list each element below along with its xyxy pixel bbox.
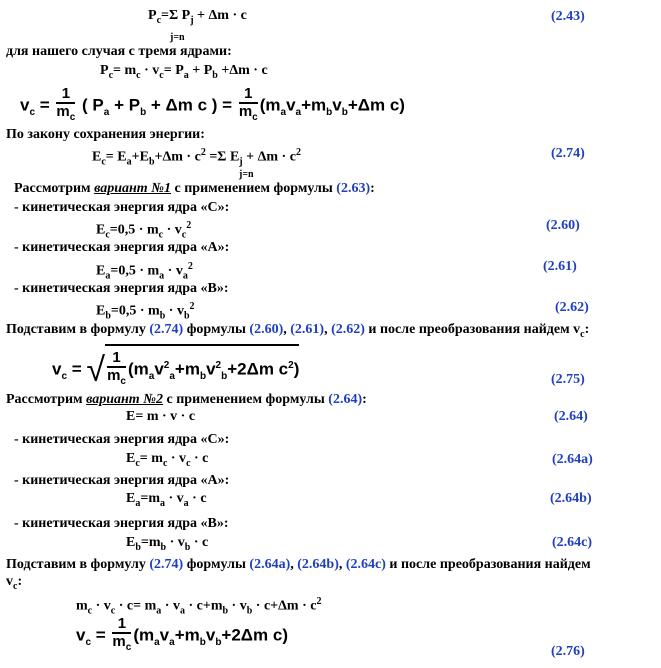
formula-2-64a: $E_c= m_c \cdot v_c \cdot c$ [126,451,209,469]
text-substitute-1: Подставим в формулу (2.74) формулы (2.60), (2.61), (2.62) и после преобразования найдем $v_c$: [6,322,590,340]
equation-number-2-60: (2.60) [546,218,580,233]
text-kinetic-a-2: - кинетическая энергия ядра «А»: [14,473,230,488]
formula-2-60: $E_c=0,5 \cdot m_c \cdot v_c^2$ [96,220,192,241]
text-three-nuclei: для нашего случая с тремя ядрами: [6,44,232,59]
equation-number-2-64: (2.64) [554,409,588,424]
sqrt-sign: √ [86,351,106,390]
equation-number-2-64b: (2.64b) [550,491,592,506]
formula-2-43: $P_c=\Sigma$ $P_j + \Delta m \cdot c$ [148,8,247,26]
text-kinetic-c: - кинетическая энергия ядра «С»: [14,200,230,215]
equation-number-2-75: (2.75) [551,372,585,387]
sum-index: j=n [170,32,185,43]
formula-velocity-c: $v_c$ = $\frac{1}{m_c}$ ( $P_a + P_b + \Delta m$ c ) = $\frac{1}{m_c}$ ($m_av_a+m_bv_b+\Delta m$ c) [20,85,405,123]
equation-number-2-43: (2.43) [551,9,585,24]
formula-2-64c: $E_b=m_b \cdot v_b \cdot c$ [126,535,209,553]
formula-2-64: E= m · v · c [126,409,196,424]
equation-number-2-74: (2.74) [551,146,585,161]
text-kinetic-a: - кинетическая энергия ядра «А»: [14,240,230,255]
text-variant-2: Рассмотрим вариант №2 с применением формулы (2.64): [6,392,367,407]
equation-number-2-64c: (2.64c) [552,535,593,550]
formula-energy-variant-2: $m_c \cdot v_c \cdot c= m_a \cdot v_a \cdot c+m_b \cdot v_b \cdot c+\Delta m \cdot c^2$ [76,596,322,617]
text-variant-1: Рассмотрим вариант №1 с применением формулы (2.63): [14,181,375,196]
formula-2-62: $E_b=0,5 \cdot m_b \cdot v_b^2$ [96,301,195,322]
formula-2-75: $v_c$ = √ $\frac{1}{m_c}$ ($m_av^2_a+m_bv^2_b+2\Delta m$ $c^2$) [52,344,299,395]
text-energy-conservation: По закону сохранения энергии: [6,127,205,142]
formula-2-76: $v_c$ = $\frac{1}{m_c}$ ($m_av_a+m_bv_b+2\Delta m$ c) [76,615,288,653]
formula-2-61: $E_a=0,5 \cdot m_a \cdot v_a^2$ [96,261,193,282]
formula-momentum-sum: $P_c= m_c \cdot v_c= P_a + P_b +\Delta m \cdot c$ [100,63,268,81]
text-substitute-2: Подставим в формулу (2.74) формулы (2.64a), (2.64b), (2.64c) и после преобразования найдем [6,557,591,572]
text-kinetic-b-2: - кинетическая энергия ядра «В»: [14,516,229,531]
text-kinetic-b: - кинетическая энергия ядра «В»: [14,281,229,296]
formula-2-64b: $E_a=m_a \cdot v_a \cdot c$ [126,491,207,509]
equation-number-2-62: (2.62) [555,300,589,315]
equation-number-2-64a: (2.64a) [552,452,593,467]
sum-index-energy: j=n [239,169,254,180]
text-kinetic-c-2: - кинетическая энергия ядра «С»: [14,432,230,447]
text-velocity-c-label: $v_c$: [6,574,23,592]
equation-number-2-61: (2.61) [543,259,577,274]
formula-2-74: $E_c= E_a+E_b+\Delta m \cdot c^2 =\Sigma$ $E_j + \Delta m \cdot c^2$ [92,147,301,168]
equation-number-2-76: (2.76) [551,644,585,659]
